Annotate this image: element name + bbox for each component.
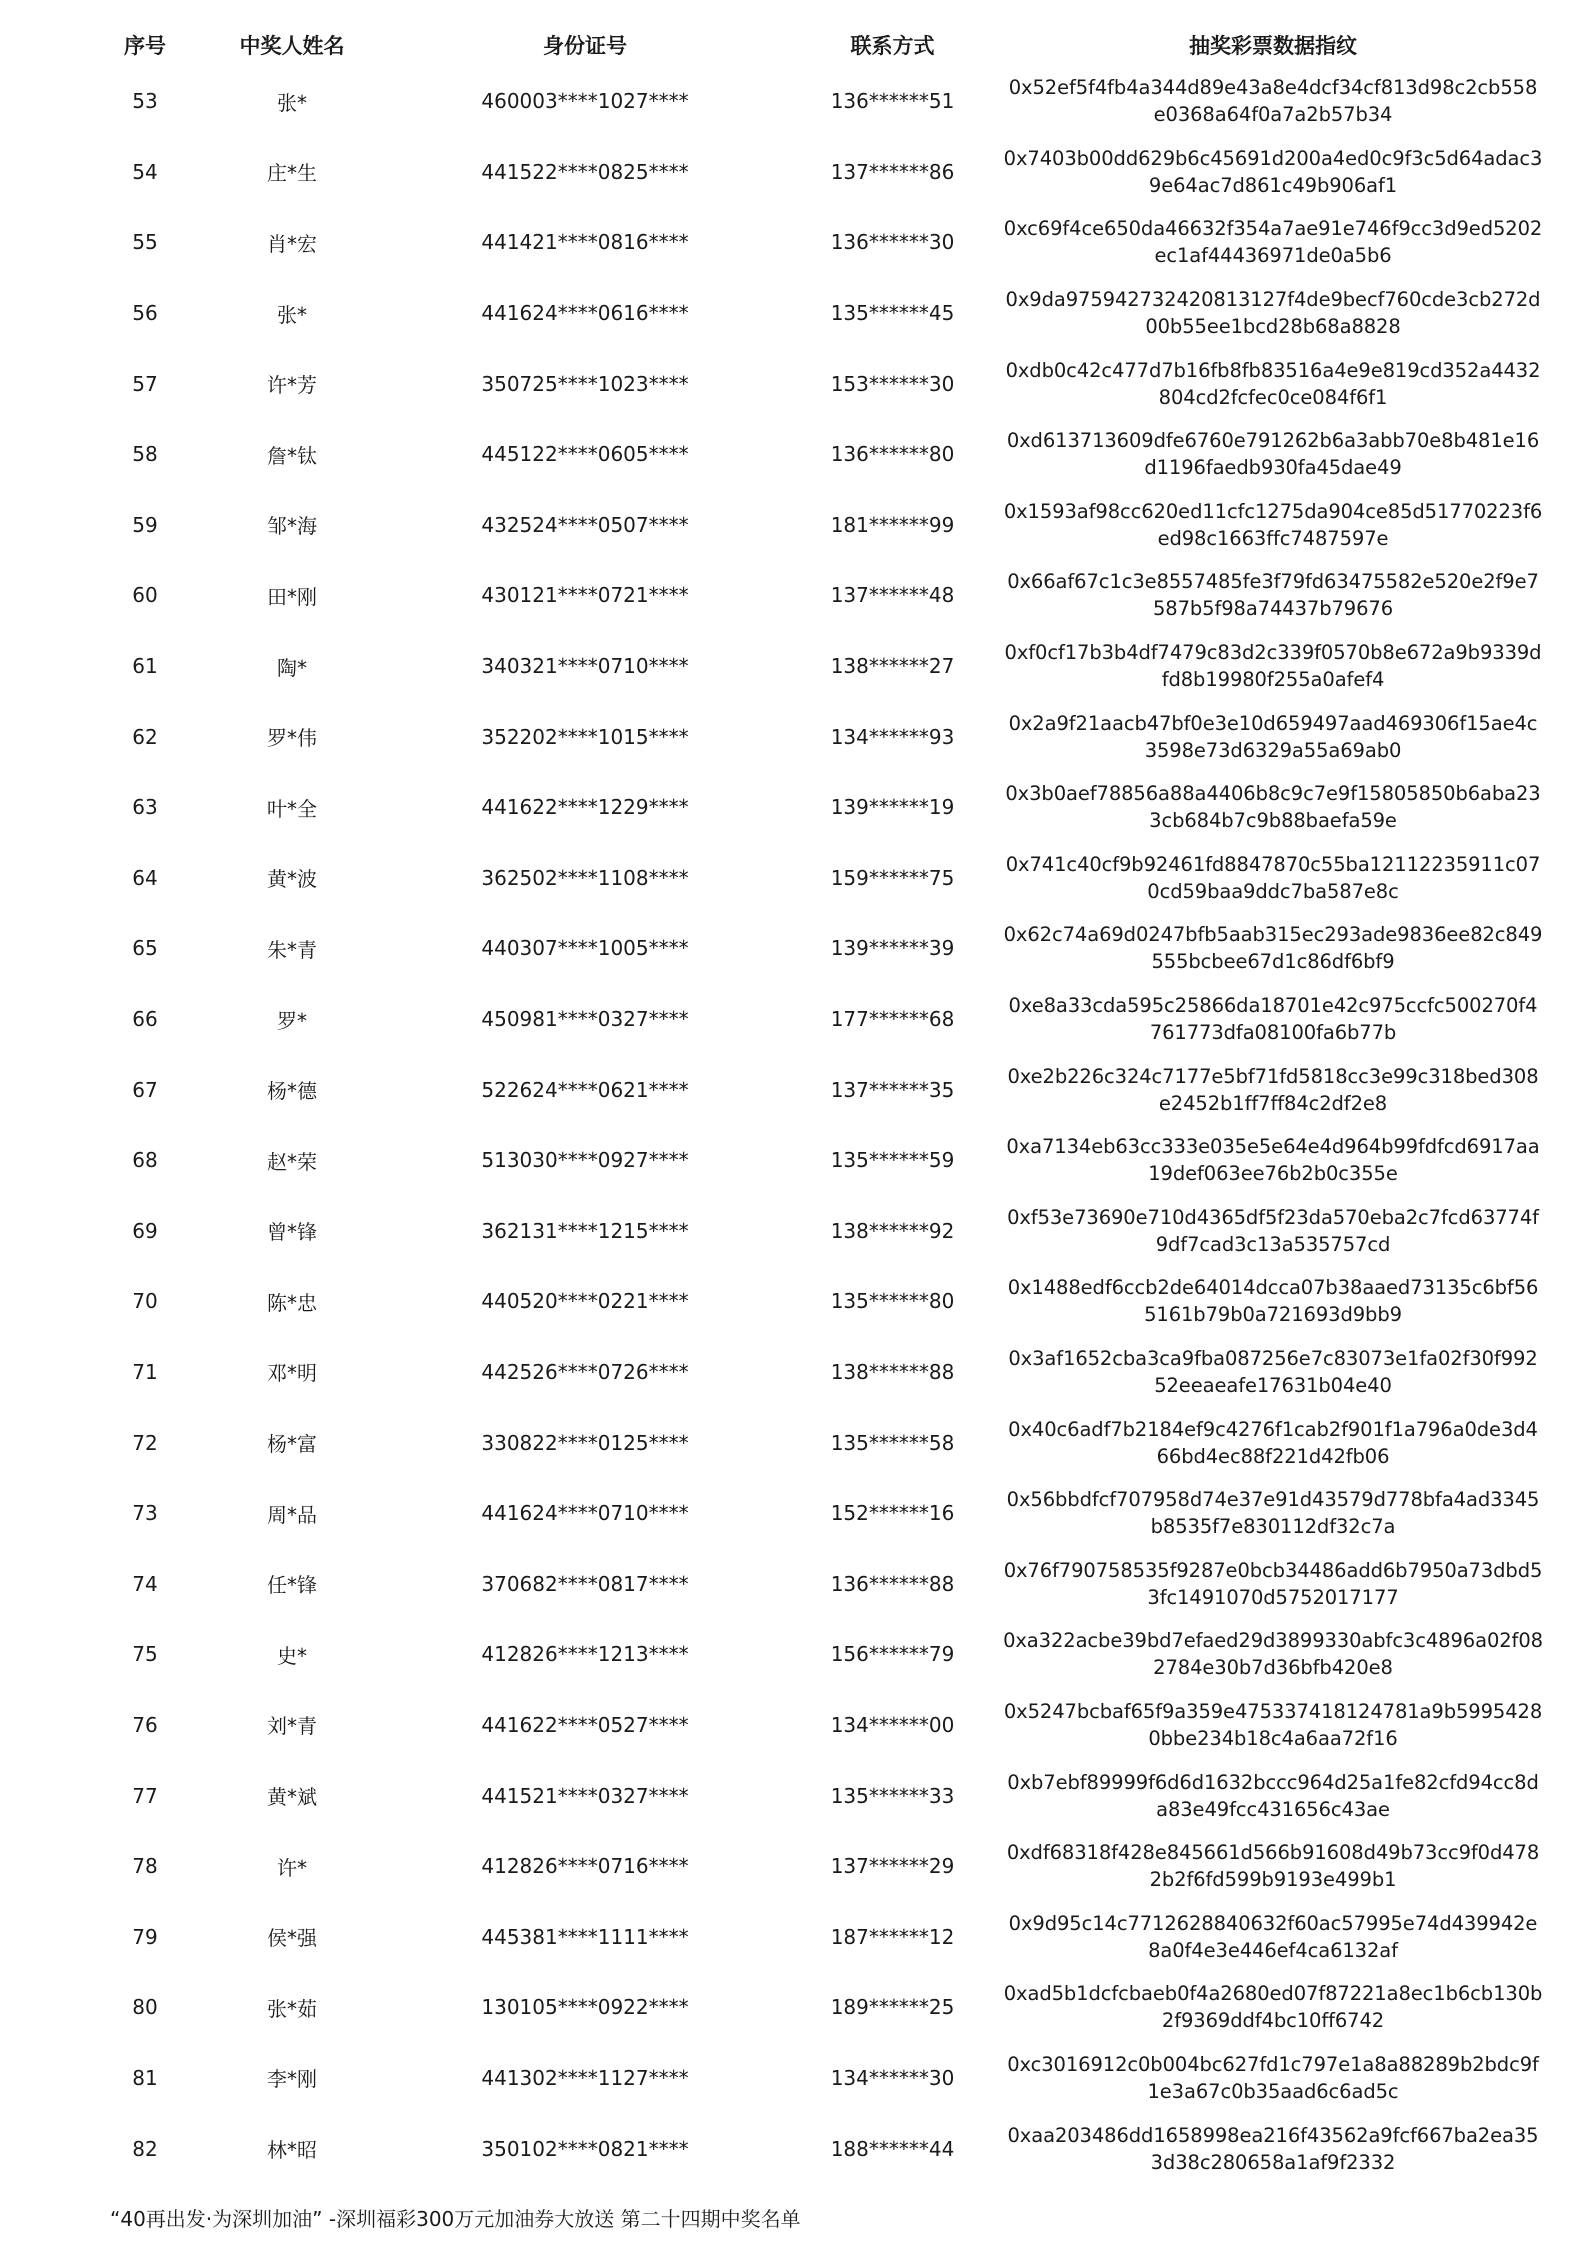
table-row: [0, 348, 1586, 419]
row-contact: 134******00: [830, 1712, 955, 1737]
table-row: [0, 1337, 1586, 1408]
header-seq: 序号: [124, 34, 166, 58]
row-seq: 70: [132, 1289, 158, 1314]
table-row: [0, 772, 1586, 843]
row-seq: 80: [132, 1995, 158, 2020]
row-seq: 77: [132, 1783, 158, 1808]
row-ticket-fingerprint: 0xc3016912c0b004bc627fd1c797e1a8a88289b2bdc9f1e3a67c0b35aad6c6ad5c: [1007, 2052, 1539, 2103]
row-id-number: 441624****0616****: [481, 301, 689, 326]
row-seq: 59: [132, 512, 158, 537]
row-id-number: 441624****0710****: [481, 1501, 689, 1526]
row-winner-name: 侯*强: [267, 1926, 317, 1951]
row-ticket-fingerprint: 0xd613713609dfe6760e791262b6a3abb70e8b481e16d1196faedb930fa45dae49: [1006, 429, 1540, 480]
row-winner-name: 史*: [277, 1643, 307, 1668]
row-id-number: 450981****0327****: [481, 1007, 689, 1032]
row-winner-name: 张*: [277, 90, 307, 115]
row-id-number: 430121****0721****: [481, 583, 689, 608]
row-seq: 66: [132, 1007, 158, 1032]
row-id-number: 352202****1015****: [481, 724, 689, 749]
row-id-number: 350725****1023****: [481, 371, 689, 396]
row-winner-name: 陶*: [277, 655, 307, 680]
row-contact: 135******45: [830, 301, 955, 326]
row-contact: 135******58: [830, 1430, 955, 1455]
row-ticket-fingerprint: 0xa7134eb63cc333e035e5e64e4d964b99fdfcd6917aa19def063ee76b2b0c355e: [1006, 1135, 1540, 1186]
row-winner-name: 许*: [277, 1855, 307, 1880]
header-ticket-fingerprint: 抽奖彩票数据指纹: [1189, 34, 1357, 58]
table-row: [0, 419, 1586, 490]
row-contact: 177******68: [830, 1007, 955, 1032]
row-ticket-fingerprint: 0x1488edf6ccb2de64014dcca07b38aaed73135c6bf565161b79b0a721693d9bb9: [1007, 1276, 1539, 1327]
row-contact: 153******30: [830, 371, 955, 396]
table-row: [0, 913, 1586, 984]
row-seq: 82: [132, 2136, 158, 2161]
row-winner-name: 叶*全: [267, 796, 317, 821]
table-row: [0, 631, 1586, 702]
row-seq: 69: [132, 1218, 158, 1243]
row-id-number: 522624****0621****: [481, 1077, 689, 1102]
table-row: [0, 1690, 1586, 1761]
row-seq: 72: [132, 1430, 158, 1455]
row-seq: 53: [132, 89, 158, 114]
row-winner-name: 刘*青: [267, 1714, 317, 1739]
row-id-number: 350102****0821****: [481, 2136, 689, 2161]
row-contact: 138******88: [830, 1359, 955, 1384]
row-ticket-fingerprint: 0xf0cf17b3b4df7479c83d2c339f0570b8e672a9b9339dfd8b19980f255a0afef4: [1004, 641, 1542, 692]
row-id-number: 513030****0927****: [481, 1148, 689, 1173]
row-winner-name: 杨*富: [267, 1432, 317, 1457]
row-contact: 135******59: [830, 1148, 955, 1173]
row-id-number: 330822****0125****: [481, 1430, 689, 1455]
row-ticket-fingerprint: 0xa322acbe39bd7efaed29d3899330abfc3c4896a02f082784e30b7d36bfb420e8: [1003, 1629, 1543, 1680]
row-ticket-fingerprint: 0xe2b226c324c7177e5bf71fd5818cc3e99c318bed308e2452b1ff7ff84c2df2e8: [1007, 1064, 1539, 1115]
row-contact: 139******39: [830, 936, 955, 961]
row-seq: 56: [132, 301, 158, 326]
row-winner-name: 赵*荣: [267, 1149, 317, 1174]
table-row: [0, 1125, 1586, 1196]
row-id-number: 441421****0816****: [481, 230, 689, 255]
table-row: [0, 2113, 1586, 2184]
row-contact: 136******88: [830, 1571, 955, 1596]
row-id-number: 441622****1229****: [481, 795, 689, 820]
row-ticket-fingerprint: 0x3b0aef78856a88a4406b8c9c7e9f15805850b6aba233cb684b7c9b88baefa59e: [1005, 782, 1541, 833]
row-contact: 138******27: [830, 654, 955, 679]
row-id-number: 432524****0507****: [481, 512, 689, 537]
row-id-number: 130105****0922****: [481, 1995, 689, 2020]
table-row: [0, 701, 1586, 772]
table-row: [0, 843, 1586, 914]
row-contact: 136******80: [830, 442, 955, 467]
row-ticket-fingerprint: 0xc69f4ce650da46632f354a7ae91e746f9cc3d9ed5202ec1af44436971de0a5b6: [1003, 217, 1543, 268]
row-contact: 137******29: [830, 1854, 955, 1879]
row-winner-name: 罗*: [277, 1008, 307, 1033]
row-ticket-fingerprint: 0x7403b00dd629b6c45691d200a4ed0c9f3c5d64adac39e64ac7d861c49b906af1: [1003, 146, 1543, 197]
row-id-number: 340321****0710****: [481, 654, 689, 679]
table-row: [0, 1548, 1586, 1619]
row-ticket-fingerprint: 0x9da975942732420813127f4de9becf760cde3cb272d00b55ee1bcd28b68a8828: [1005, 288, 1541, 339]
row-seq: 68: [132, 1148, 158, 1173]
row-contact: 159******75: [830, 865, 955, 890]
table-row: [0, 1407, 1586, 1478]
row-seq: 63: [132, 795, 158, 820]
row-seq: 79: [132, 1924, 158, 1949]
row-contact: 137******35: [830, 1077, 955, 1102]
header-name: 中奖人姓名: [239, 34, 345, 58]
row-ticket-fingerprint: 0xdb0c42c477d7b16fb8fb83516a4e9e819cd352a4432804cd2fcfec0ce084f6f1: [1005, 358, 1541, 409]
row-winner-name: 陈*忠: [267, 1290, 317, 1315]
row-ticket-fingerprint: 0x3af1652cba3ca9fba087256e7c83073e1fa02f30f99252eeaeafe17631b04e40: [1008, 1346, 1538, 1397]
row-seq: 76: [132, 1712, 158, 1737]
row-id-number: 412826****0716****: [481, 1854, 689, 1879]
row-contact: 134******30: [830, 2065, 955, 2090]
row-contact: 137******48: [830, 583, 955, 608]
row-contact: 189******25: [830, 1995, 955, 2020]
row-id-number: 441521****0327****: [481, 1783, 689, 1808]
row-id-number: 370682****0817****: [481, 1571, 689, 1596]
row-id-number: 460003****1027****: [481, 89, 689, 114]
row-id-number: 441302****1127****: [481, 2065, 689, 2090]
row-id-number: 362131****1215****: [481, 1218, 689, 1243]
row-seq: 75: [132, 1642, 158, 1667]
row-seq: 73: [132, 1501, 158, 1526]
table-row: [0, 1760, 1586, 1831]
row-ticket-fingerprint: 0x5247bcbaf65f9a359e475337418124781a9b59954280bbe234b18c4a6aa72f16: [1003, 1699, 1543, 1750]
row-contact: 136******51: [830, 89, 955, 114]
row-winner-name: 肖*宏: [267, 231, 317, 256]
row-ticket-fingerprint: 0xe8a33cda595c25866da18701e42c975ccfc500270f4761773dfa08100fa6b77b: [1008, 994, 1538, 1045]
row-id-number: 412826****1213****: [481, 1642, 689, 1667]
row-ticket-fingerprint: 0x52ef5f4fb4a344d89e43a8e4dcf34cf813d98c2cb558e0368a64f0a7a2b57b34: [1008, 76, 1538, 127]
table-row: [0, 207, 1586, 278]
table-row: [0, 1831, 1586, 1902]
row-seq: 64: [132, 865, 158, 890]
row-winner-name: 许*芳: [267, 373, 317, 398]
row-winner-name: 张*: [277, 302, 307, 327]
row-winner-name: 杨*德: [267, 1079, 317, 1104]
row-ticket-fingerprint: 0xad5b1dcfcbaeb0f4a2680ed07f87221a8ec1b6cb130b2f9369ddf4bc10ff6742: [1003, 1982, 1543, 2033]
table-row: [0, 137, 1586, 208]
row-id-number: 442526****0726****: [481, 1359, 689, 1384]
row-id-number: 440520****0221****: [481, 1289, 689, 1314]
row-seq: 60: [132, 583, 158, 608]
row-ticket-fingerprint: 0x1593af98cc620ed11cfc1275da904ce85d51770223f6ed98c1663ffc7487597e: [1003, 499, 1543, 550]
row-seq: 67: [132, 1077, 158, 1102]
row-winner-name: 李*刚: [267, 2067, 317, 2092]
header-contact: 联系方式: [850, 34, 935, 58]
row-contact: 135******80: [830, 1289, 955, 1314]
row-seq: 81: [132, 2065, 158, 2090]
row-seq: 65: [132, 936, 158, 961]
row-winner-name: 庄*生: [267, 161, 317, 186]
header-id-number: 身份证号: [543, 34, 627, 58]
row-contact: 152******16: [830, 1501, 955, 1526]
row-contact: 138******92: [830, 1218, 955, 1243]
row-id-number: 440307****1005****: [481, 936, 689, 961]
table-row: [0, 66, 1586, 137]
row-ticket-fingerprint: 0x9d95c14c7712628840632f60ac57995e74d439942e8a0f4e3e446ef4ca6132af: [1008, 1911, 1538, 1962]
row-seq: 61: [132, 654, 158, 679]
row-winner-name: 詹*钛: [267, 443, 317, 468]
table-row: [0, 1266, 1586, 1337]
table-row: [0, 2043, 1586, 2114]
row-winner-name: 邹*海: [267, 514, 317, 539]
row-winner-name: 任*锋: [267, 1573, 317, 1598]
row-winner-name: 周*品: [267, 1502, 317, 1527]
row-winner-name: 林*昭: [267, 2138, 317, 2163]
row-winner-name: 黄*斌: [267, 1785, 317, 1810]
table-row: [0, 984, 1586, 1055]
table-row: [0, 490, 1586, 561]
row-ticket-fingerprint: 0x76f790758535f9287e0bcb34486add6b7950a73dbd53fc1491070d5752017177: [1003, 1558, 1543, 1609]
row-seq: 55: [132, 230, 158, 255]
row-id-number: 441622****0527****: [481, 1712, 689, 1737]
table-row: [0, 1478, 1586, 1549]
table-row: [0, 560, 1586, 631]
row-id-number: 445122****0605****: [481, 442, 689, 467]
row-ticket-fingerprint: 0xdf68318f428e845661d566b91608d49b73cc9f0d4782b2f6fd599b9193e499b1: [1006, 1841, 1540, 1892]
row-contact: 156******79: [830, 1642, 955, 1667]
table-header: [0, 28, 1586, 64]
row-contact: 136******30: [830, 230, 955, 255]
row-winner-name: 罗*伟: [267, 726, 317, 751]
row-id-number: 441522****0825****: [481, 159, 689, 184]
row-ticket-fingerprint: 0x2a9f21aacb47bf0e3e10d659497aad469306f15ae4c3598e73d6329a55a69ab0: [1008, 711, 1538, 762]
row-ticket-fingerprint: 0x62c74a69d0247bfb5aab315ec293ade9836ee82c849555bcbee67d1c86df6bf9: [1003, 923, 1543, 974]
row-ticket-fingerprint: 0xaa203486dd1658998ea216f43562a9fcf667ba2ea353d38c280658a1af9f2332: [1007, 2123, 1539, 2174]
table-row: [0, 1054, 1586, 1125]
row-seq: 74: [132, 1571, 158, 1596]
row-winner-name: 朱*青: [267, 937, 317, 962]
footer-caption: “40再出发·为深圳加油” -深圳福彩300万元加油券大放送 第二十四期中奖名单: [110, 2207, 801, 2231]
row-seq: 62: [132, 724, 158, 749]
row-ticket-fingerprint: 0xb7ebf89999f6d6d1632bccc964d25a1fe82cfd94cc8da83e49fcc431656c43ae: [1007, 1770, 1539, 1821]
table-row: [0, 1619, 1586, 1690]
row-winner-name: 邓*明: [267, 1361, 317, 1386]
row-id-number: 445381****1111****: [481, 1924, 689, 1949]
row-contact: 137******86: [830, 159, 955, 184]
row-winner-name: 田*刚: [267, 584, 317, 609]
row-ticket-fingerprint: 0x741c40cf9b92461fd8847870c55ba12112235911c070cd59baa9ddc7ba587e8c: [1005, 852, 1541, 903]
table-row: [0, 1901, 1586, 1972]
row-seq: 57: [132, 371, 158, 396]
table-body: [0, 66, 1586, 2184]
table-row: [0, 278, 1586, 349]
row-seq: 58: [132, 442, 158, 467]
row-contact: 181******99: [830, 512, 955, 537]
table-row: [0, 1972, 1586, 2043]
row-contact: 187******12: [830, 1924, 955, 1949]
row-contact: 135******33: [830, 1783, 955, 1808]
row-id-number: 362502****1108****: [481, 865, 689, 890]
row-contact: 139******19: [830, 795, 955, 820]
row-winner-name: 张*茹: [267, 1996, 317, 2021]
row-seq: 54: [132, 159, 158, 184]
row-ticket-fingerprint: 0xf53e73690e710d4365df5f23da570eba2c7fcd63774f9df7cad3c13a535757cd: [1007, 1205, 1539, 1256]
row-ticket-fingerprint: 0x66af67c1c3e8557485fe3f79fd63475582e520e2f9e7587b5f98a74437b79676: [1007, 570, 1539, 621]
row-seq: 71: [132, 1359, 158, 1384]
row-winner-name: 黄*波: [267, 867, 317, 892]
row-ticket-fingerprint: 0x40c6adf7b2184ef9c4276f1cab2f901f1a796a0de3d466bd4ec88f221d42fb06: [1008, 1417, 1538, 1468]
row-winner-name: 曾*锋: [267, 1220, 317, 1245]
row-seq: 78: [132, 1854, 158, 1879]
row-ticket-fingerprint: 0x56bbdfcf707958d74e37e91d43579d778bfa4ad3345b8535f7e830112df32c7a: [1006, 1488, 1540, 1539]
row-contact: 134******93: [830, 724, 955, 749]
table-row: [0, 1196, 1586, 1267]
row-contact: 188******44: [830, 2136, 955, 2161]
